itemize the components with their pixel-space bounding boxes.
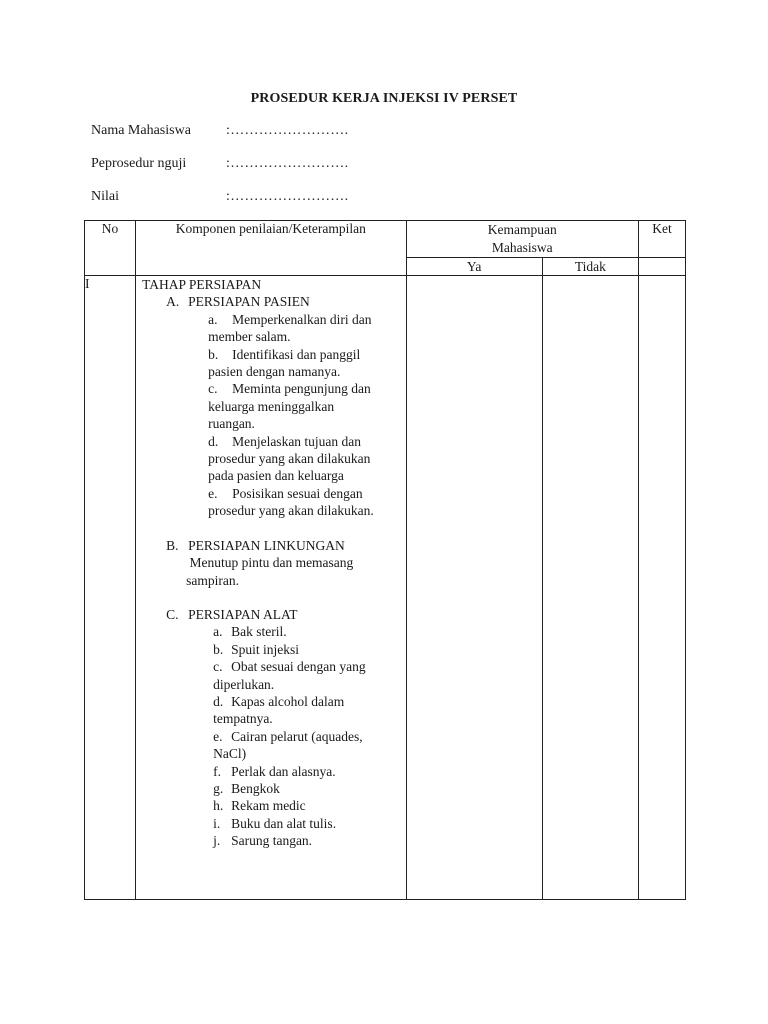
item-text: keluarga meninggalkan: [208, 398, 335, 414]
section-a: [136, 293, 405, 310]
section-a-heading: [166, 293, 405, 310]
item-text: Obat sesuai dengan yang: [231, 659, 366, 675]
item-text: member salam.: [208, 329, 291, 345]
section-title: PERSIAPAN ALAT: [188, 606, 298, 622]
item-marker: e.: [208, 485, 218, 501]
header-ket-blank: [638, 258, 685, 276]
item-text: Posisikan sesuai dengan: [232, 485, 363, 501]
header-komponen: Komponen penilaian/Keterampilan: [136, 221, 406, 276]
item-marker: c.: [213, 659, 223, 675]
section-letter: B.: [166, 537, 179, 553]
item-text: diperlukan.: [213, 676, 275, 692]
section-c-heading: [166, 606, 405, 623]
cell-ket[interactable]: [638, 276, 685, 900]
list-item: [136, 763, 405, 780]
list-item: [136, 832, 405, 849]
section-b-text: [136, 554, 405, 589]
section-letter: A.: [166, 294, 180, 310]
section-title: PERSIAPAN PASIEN: [188, 294, 310, 310]
field-peprosedur-nguji: [91, 156, 348, 172]
field-nilai: [91, 189, 348, 205]
list-item: [136, 346, 405, 381]
item-text: sampiran.: [186, 572, 239, 588]
list-item: [136, 380, 405, 432]
field-value: :…………………….: [226, 156, 349, 171]
list-item: [136, 815, 405, 832]
item-text: Sarung tangan.: [231, 833, 313, 849]
list-item: [136, 623, 405, 640]
item-text: ruangan.: [208, 416, 255, 432]
header-kemampuan-line2: Mahasiswa: [491, 240, 553, 255]
section-b: [136, 537, 405, 554]
field-label: Nilai: [91, 189, 119, 204]
item-marker: d.: [213, 693, 224, 709]
header-kemampuan: [406, 221, 638, 258]
item-text: tempatnya.: [213, 711, 273, 727]
list-item: [136, 728, 405, 763]
list-item: [136, 693, 405, 728]
item-marker: a.: [213, 624, 223, 640]
item-text: Cairan pelarut (aquades,: [231, 728, 363, 744]
header-no: No: [85, 221, 136, 276]
item-text: Memperkenalkan diri dan: [232, 311, 372, 327]
list-item: [136, 485, 405, 520]
section-c: [136, 606, 405, 623]
item-text: Spuit injeksi: [231, 641, 299, 657]
list-item: [136, 641, 405, 658]
field-value: :…………………….: [226, 189, 349, 204]
section-letter: C.: [166, 606, 179, 622]
list-item: [136, 658, 405, 693]
list-item: [136, 780, 405, 797]
header-kemampuan-line1: Kemampuan: [487, 222, 557, 237]
list-item: [136, 433, 405, 485]
item-text: pasien dengan namanya.: [208, 364, 341, 380]
header-ket: Ket: [638, 221, 685, 258]
field-value: :…………………….: [226, 123, 349, 138]
item-marker: g.: [213, 780, 224, 796]
item-text: prosedur yang akan dilakukan.: [208, 503, 374, 519]
item-text: prosedur yang akan dilakukan: [208, 451, 371, 467]
cell-ya[interactable]: [406, 276, 542, 900]
section-title: PERSIAPAN LINKUNGAN: [188, 537, 345, 553]
field-label: Nama Mahasiswa: [91, 123, 191, 138]
item-text: Bengkok: [231, 780, 280, 796]
item-marker: i.: [213, 815, 221, 831]
item-marker: c.: [208, 381, 218, 397]
stage-title: TAHAP PERSIAPAN: [142, 277, 262, 292]
document-title: PROSEDUR KERJA INJEKSI IV PERSET: [250, 91, 518, 106]
item-marker: a.: [208, 311, 218, 327]
assessment-table: [84, 220, 686, 900]
header-row: [85, 221, 686, 258]
item-marker: b.: [208, 346, 219, 362]
item-text: Rekam medic: [231, 798, 306, 814]
item-text: Kapas alcohol dalam: [231, 693, 345, 709]
item-text: Perlak dan alasnya.: [231, 763, 336, 779]
list-item: [136, 797, 405, 814]
row-content: [136, 276, 406, 900]
row-number: I: [85, 276, 136, 900]
item-marker: d.: [208, 433, 219, 449]
item-text: Meminta pengunjung dan: [232, 381, 371, 397]
item-text: pada pasien dan keluarga: [208, 468, 344, 484]
item-marker: e.: [213, 728, 223, 744]
table-row: [85, 276, 686, 900]
item-text: Buku dan alat tulis.: [231, 815, 337, 831]
field-label: Peprosedur nguji: [91, 156, 187, 171]
header-tidak: Tidak: [542, 258, 638, 276]
list-item: [136, 311, 405, 346]
item-text: Menjelaskan tujuan dan: [232, 433, 362, 449]
field-nama-mahasiswa: [91, 123, 348, 139]
cell-tidak[interactable]: [542, 276, 638, 900]
item-marker: f.: [213, 763, 221, 779]
item-marker: b.: [213, 641, 224, 657]
item-marker: j.: [213, 833, 221, 849]
item-text: Menutup pintu dan memasang: [186, 555, 354, 571]
item-text: Bak steril.: [231, 624, 287, 640]
section-b-heading: [166, 537, 405, 554]
item-text: Identifikasi dan panggil: [232, 346, 361, 362]
item-text: NaCl): [213, 746, 247, 762]
header-ya: Ya: [406, 258, 542, 276]
item-marker: h.: [213, 798, 224, 814]
